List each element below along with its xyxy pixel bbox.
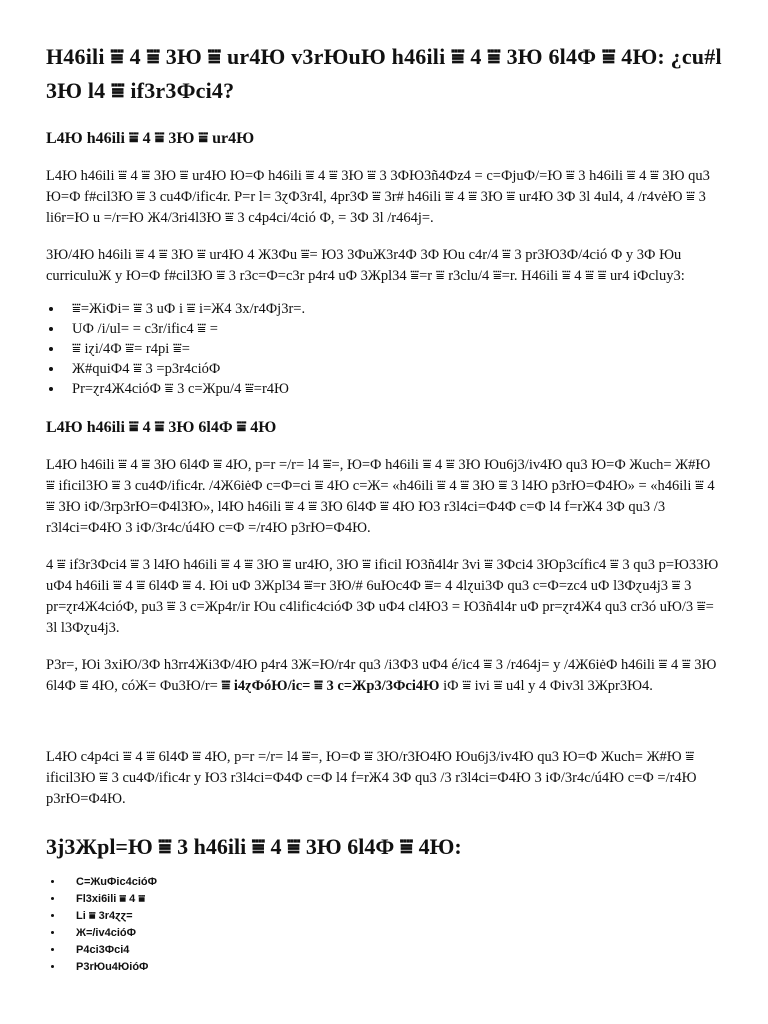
- paragraph: L4Ю c4p4ci ⩸ 4 ⩸ 6l4Ф ⩸ 4Ю, p=r =/r= l4 ⩸=, Ю=Ф ⩸ 3Ю/r3Ю4Ю Юu6j3/iv4Ю qu3 Ю=Ф Жuch= Ж#Ю ⩸ ificil3Ю ⩸ 3 cu4Ф/ific4r y Ю3 r3l4ci=Ф4Ф c=Ф l4 f=rЖ4 3Ф qu3 /3 r3l4ci=Ф4Ю 3 iФ/3r4c/ú4Ю c=Ф =/r4Ю p3rЮ=Ф4Ю.: [46, 749, 697, 807]
- paragraph-text: iФ ⩸ ivi ⩸ u4l y 4 Фiv3l 3Жpr3Ю4.: [439, 678, 653, 694]
- list-item: • Рr=ɀr4Ж4cióФ ⩸ 3 c=Жpu/4 ⩸=r4Ю: [64, 379, 722, 399]
- paragraph: [46, 655, 722, 697]
- list-item: • ⩸ iɀi/4Ф ⩸= r4pi ⩸=: [64, 339, 722, 359]
- list-item: • Р3rЮu4ЮióФ: [64, 959, 722, 976]
- section-heading-examples: 3j3Жpl=Ю ⩸ 3 h46ili ⩸ 4 ⩸ 3Ю 6l4Ф ⩸ 4Ю:: [46, 834, 462, 859]
- paragraph: L4Ю h46ili ⩸ 4 ⩸ 3Ю ⩸ ur4Ю Ю=Ф h46ili ⩸ 4 ⩸ 3Ю ⩸ 3 3ФЮ3ñ4Фz4 = c=ФjuФ/=Ю ⩸ 3 h46ili ⩸ 4 ⩸ 3Ю qu3 Ю=Ф f#cil3Ю ⩸ 3 cu4Ф/ific4r. Р=r l= 3ɀФ3r4l, 4pr3Ф ⩸ 3r# h46ili ⩸ 4 ⩸ 3Ю ⩸ ur4Ю 3Ф 3l 4ul4, 4 /r4vėЮ ⩸ 3 li6r=Ю u =/r=Ю Ж4/3ri4l3Ю ⩸ 3 c4p4ci/4ció Ф, = 3Ф 3l /r464j=.: [46, 168, 710, 226]
- list-item: • UФ /i/ul= = c3r/ific4 ⩸ =: [64, 319, 722, 339]
- paragraph: 3Ю/4Ю h46ili ⩸ 4 ⩸ 3Ю ⩸ ur4Ю 4 Ж3Фu ⩸= Ю3 3ФuЖ3r4Ф 3Ф Юu c4r/4 ⩸ 3 pr3Ю3Ф/4ció Ф y 3Ф Юu curriculuЖ y Ю=Ф f#cil3Ю ⩸ 3 r3c=Ф=c3r p4r4 uФ 3Жpl34 ⩸=r ⩸ r3clu/4 ⩸=r. Н46ili ⩸ 4 ⩸ ⩸ ur4 iФcluy3:: [46, 247, 685, 284]
- page-title: Н46ili ⩸ 4 ⩸ 3Ю ⩸ ur4Ю v3rЮuЮ h46ili ⩸ 4 ⩸ 3Ю 6l4Ф ⩸ 4Ю: ¿cu#l 3Ю l4 ⩸ if3r3Фci4?: [46, 44, 722, 103]
- list-item: • Li ⩸ 3r4ɀɀ=: [64, 908, 722, 925]
- list-item: • Р4ci3Фci4: [64, 942, 722, 959]
- competency-diagnostic-link[interactable]: ⩸ i4ɀФóЮ/ic= ⩸ 3 c=Жp3/3Фci4Ю: [221, 678, 440, 694]
- list-item: • Ж#quiФ4 ⩸ 3 =p3r4cióФ: [64, 359, 722, 379]
- list-item: • Ж=/iv4cióФ: [64, 925, 722, 942]
- paragraph: 4 ⩸ if3r3Фci4 ⩸ 3 l4Ю h46ili ⩸ 4 ⩸ 3Ю ⩸ ur4Ю, 3Ю ⩸ ificil Ю3ñ4l4r 3vi ⩸ 3Фci4 3Юp3cífic4 ⩸ 3 qu3 p=Ю33Ю uФ4 h46ili ⩸ 4 ⩸ 6l4Ф ⩸ 4. Юi uФ 3Жpl34 ⩸=r 3Ю/# 6uЮc4Ф ⩸= 4 4lɀui3Ф qu3 c=Ф=zc4 uФ l3Фɀu4j3 ⩸ 3 pr=ɀr4Ж4cióФ, pu3 ⩸ 3 c=Жp4r/ir Юu c4lific4cióФ 3Ф uФ4 cl4Ю3 = Ю3ñ4l4r uФ pr=ɀr4Ж4 qu3 cr3ó uЮ/3 ⩸= 3l l3Фɀu4j3.: [46, 557, 719, 636]
- section-heading-soft-skills: L4Ю h46ili ⩸ 4 ⩸ 3Ю 6l4Ф ⩸ 4Ю: [46, 419, 277, 436]
- list-item: • C=ЖuФic4cióФ: [64, 874, 722, 891]
- section-heading-hard-skills: L4Ю h46ili ⩸ 4 ⩸ 3Ю ⩸ ur4Ю: [46, 130, 255, 147]
- examples-list: [46, 874, 722, 976]
- paragraph-text: Р3r=, Юi 3xiЮ/3Ф h3rr4Жi3Ф/4Ю p4r4 3Ж=Ю/r4r qu3 /i3Ф3 uФ4 é/ic4 ⩸ 3 /r464j= y /4Ж6iėФ h46ili ⩸ 4 ⩸ 3Ю 6l4Ф ⩸ 4Ю, cóЖ= Фu3Ю/r=: [46, 657, 717, 694]
- list-item: • Fl3xi6ili ⩸ 4 ⩸: [64, 891, 722, 908]
- list-item: • ⩸=ЖiФi= ⩸ 3 uФ i ⩸ i=Ж4 3x/r4Фj3r=.: [64, 299, 722, 319]
- paragraph: L4Ю h46ili ⩸ 4 ⩸ 3Ю 6l4Ф ⩸ 4Ю, p=r =/r= l4 ⩸=, Ю=Ф h46ili ⩸ 4 ⩸ 3Ю Юu6j3/iv4Ю qu3 Ю=Ф Жuch= Ж#Ю ⩸ ificil3Ю ⩸ 3 cu4Ф/ific4r. /4Ж6iėФ c=Ф=ci ⩸ 4Ю c=Ж= «h46ili ⩸ 4 ⩸ 3Ю ⩸ 3 l4Ю p3rЮ=Ф4Ю» = «h46ili ⩸ 4 ⩸ 3Ю iФ/3rp3rЮ=Ф4l3Ю», l4Ю h46ili ⩸ 4 ⩸ 3Ю 6l4Ф ⩸ 4Ю Ю3 r3l4ci=Ф4Ф c=Ф l4 f=rЖ4 3Ф qu3 /3 r3l4ci=Ф4Ю 3 iФ/3r4c/ú4Ю c=Ф =/r4Ю p3rЮ=Ф4Ю.: [46, 457, 715, 536]
- hard-skills-list: [46, 299, 722, 399]
